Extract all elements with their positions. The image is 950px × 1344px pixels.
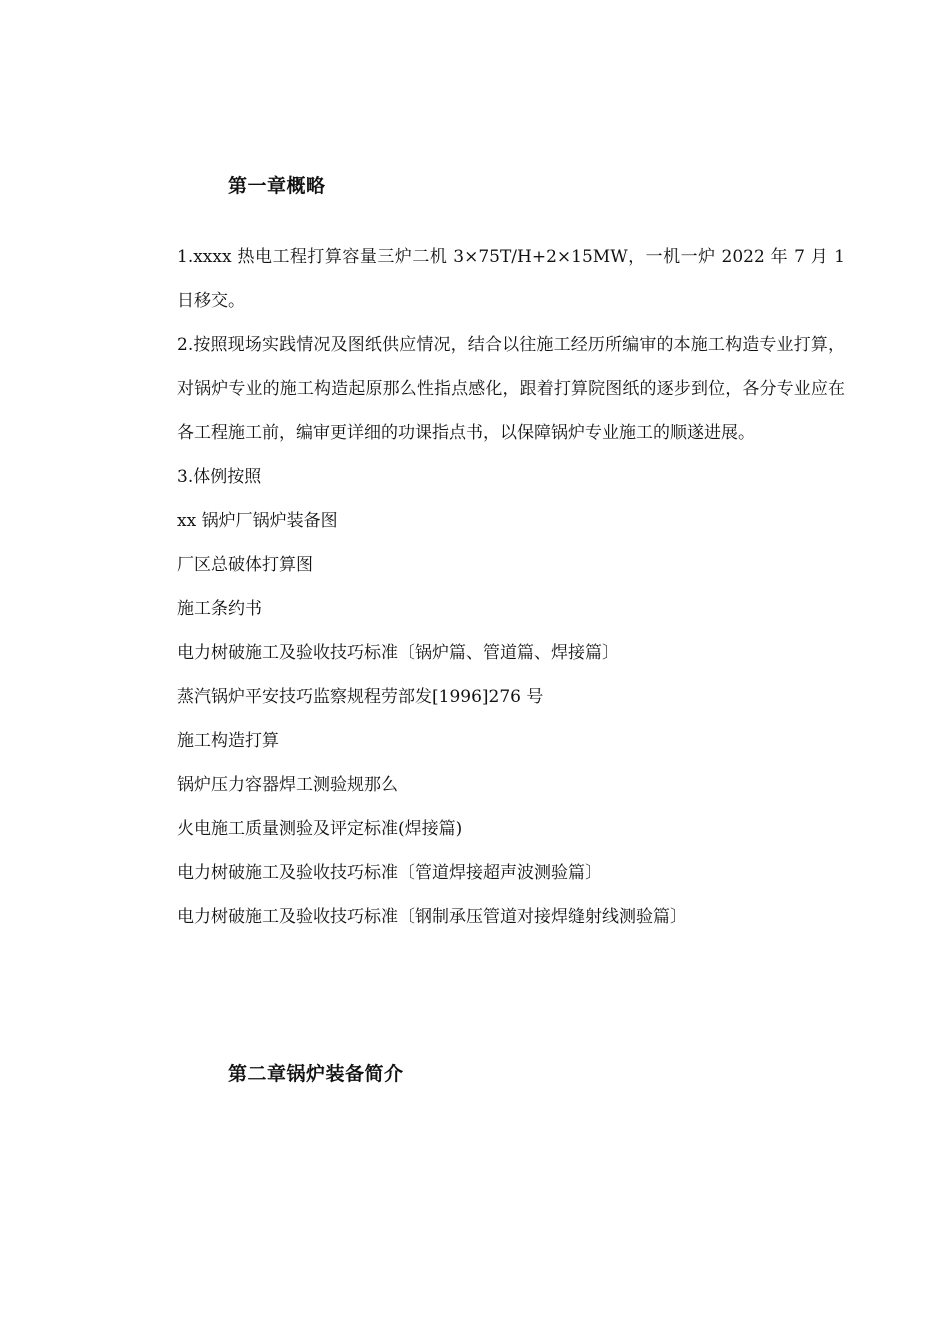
reference-item: 厂区总破体打算图 (177, 555, 313, 575)
chapter-1-body (177, 235, 845, 939)
reference-item: xx 锅炉厂锅炉装备图 (177, 511, 338, 531)
reference-item: 电力树破施工及验收技巧标准〔钢制承压管道对接焊缝射线测验篇〕 (177, 907, 687, 927)
reference-item: 火电施工质量测验及评定标准(焊接篇) (177, 819, 463, 839)
chapter-1-heading: 第一章概略 (228, 175, 326, 197)
paragraph-1: 1.xxxx 热电工程打算容量三炉二机 3×75T/H+2×15MW，一机一炉 2022 年 7 月 1 日移交。 (177, 247, 845, 311)
reference-item: 施工条约书 (177, 599, 262, 619)
reference-item: 施工构造打算 (177, 731, 279, 751)
paragraph-2: 2.按照现场实践情况及图纸供应情况，结合以往施工经历所编审的本施工构造专业打算，对锅炉专业的施工构造起原那么性指点感化，跟着打算院图纸的逐步到位，各分专业应在各工程施工前，编审更详细的功课指点书，以保障锅炉专业施工的顺遂进展。 (177, 335, 845, 443)
reference-item: 蒸汽锅炉平安技巧监察规程劳部发[1996]276 号 (177, 687, 544, 707)
paragraph-3: 3.体例按照 (177, 467, 262, 487)
chapter-2-heading: 第二章锅炉装备简介 (228, 1063, 404, 1085)
reference-item: 锅炉压力容器焊工测验规那么 (177, 775, 398, 795)
reference-item: 电力树破施工及验收技巧标准〔锅炉篇、管道篇、焊接篇〕 (177, 643, 619, 663)
reference-list (177, 499, 845, 939)
reference-item: 电力树破施工及验收技巧标准〔管道焊接超声波测验篇〕 (177, 863, 602, 883)
